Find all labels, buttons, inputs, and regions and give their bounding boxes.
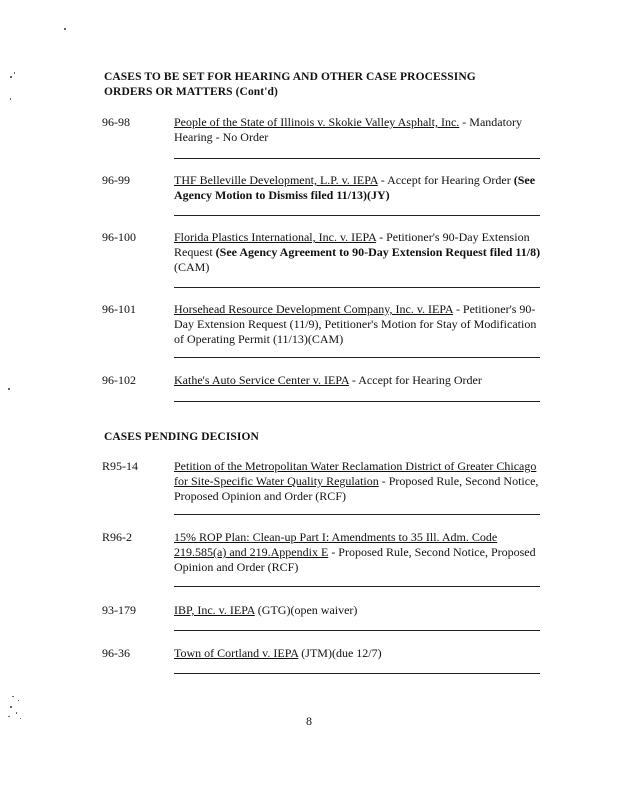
separator-rule [174,401,540,402]
docket-number: 93-179 [102,603,136,617]
page-number: 8 [306,714,312,728]
case-title: Petition of the Metropolitan Water Reclamation District of Greater Chicago for Site-Specific Water Quality Regulation [174,459,537,488]
case-action: - Accept for Hearing Order [377,173,514,187]
case-note: (See Agency Motion to Dismiss filed 11/13)(JY) [174,173,536,202]
docket-number: 96-98 [102,115,130,129]
scan-speck [10,76,12,78]
docket-number: 96-99 [102,173,130,187]
case-action: - Petitioner's 90-Day Extension Request [174,230,530,259]
case-description [174,459,544,504]
docket-number: 96-101 [102,302,136,316]
case-title: Kathe's Auto Service Center v. IEPA [174,373,349,387]
case-description [174,173,544,203]
docket-number: 96-36 [102,646,130,660]
case-description [174,373,544,388]
case-description [174,530,544,575]
scan-speck [10,98,11,100]
case-description [174,603,544,618]
separator-rule [174,158,540,159]
case-description [174,646,544,661]
heading-line-2: ORDERS OR MATTERS (Cont'd) [104,86,278,98]
docket-number: 96-100 [102,230,136,244]
separator-rule [174,630,540,631]
separator-rule [174,287,540,288]
scan-speck [18,700,19,701]
separator-rule [174,357,540,358]
separator-rule [174,215,540,216]
case-assignee: (CAM) [174,260,210,274]
case-action: - Proposed Rule, Second Notice, Proposed Opinion and Order (RCF) [174,474,539,503]
scan-speck [64,28,66,30]
case-action: (JTM)(due 12/7) [298,646,382,660]
case-description [174,302,544,347]
case-title: Town of Cortland v. IEPA [174,646,299,660]
docket-number: R95-14 [102,459,138,473]
docket-number: 96-102 [102,373,136,387]
case-description [174,115,544,145]
case-note: (See Agency Agreement to 90-Day Extension Request filed 11/8) [215,245,541,259]
heading-line-1: CASES TO BE SET FOR HEARING AND OTHER CASE PROCESSING [104,71,476,83]
case-title: Florida Plastics International, Inc. v. IEPA [174,230,377,244]
case-action: - Proposed Rule, Second Notice, Proposed Opinion and Order (RCF) [174,545,536,574]
separator-rule [174,673,540,674]
case-title: IBP, Inc. v. IEPA [174,603,255,617]
separator-rule [174,514,540,515]
case-action: - Accept for Hearing Order [348,373,482,387]
case-title: People of the State of Illinois v. Skokie Valley Asphalt, Inc. [174,115,460,129]
docket-number: R96-2 [102,530,132,544]
scan-speck [8,388,10,390]
case-title: Horsehead Resource Development Company, Inc. v. IEPA [174,302,453,316]
case-title: THF Belleville Development, L.P. v. IEPA [174,173,378,187]
scan-speck [12,696,14,697]
separator-rule [174,586,540,587]
case-action: - Mandatory Hearing - No Order [174,115,522,144]
scan-speck [10,706,12,708]
section-heading-pending: CASES PENDING DECISION [104,431,259,443]
case-title: 15% ROP Plan: Clean-up Part I: Amendments to 35 Ill. Adm. Code 219.585(a) and 219.Appendix E [174,530,498,559]
section-heading-hearing [104,70,534,100]
scan-speck [14,72,15,74]
case-action: - Petitioner's 90-Day Extension Request (11/9), Petitioner's Motion for Stay of Modification of Operating Permit (11/13)(CAM) [174,302,537,346]
case-action: (GTG)(open waiver) [254,603,358,617]
case-description [174,230,544,275]
